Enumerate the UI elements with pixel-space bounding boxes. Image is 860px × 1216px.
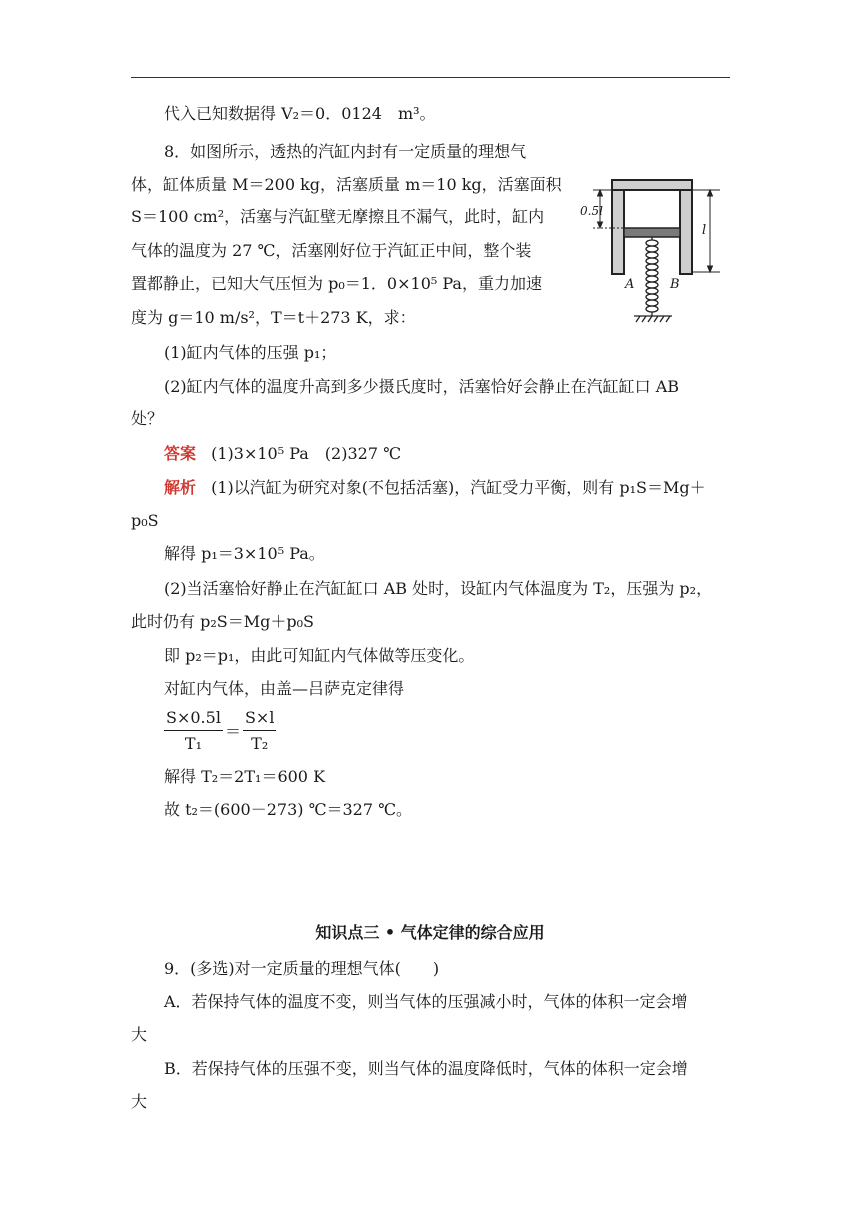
problem-8-line: 气体的温度为 27 ℃，活塞刚好位于汽缸正中间，整个装 xyxy=(131,241,532,260)
spring xyxy=(646,237,658,316)
equals-sign: ＝ xyxy=(224,721,241,741)
analysis-text: (1)以汽缸为研究对象(不包括活塞)，汽缸受力平衡，则有 p₁S＝Mg＋ xyxy=(211,478,706,497)
problem-8-line: 8．如图所示，透热的汽缸内封有一定质量的理想气 xyxy=(164,142,527,161)
previous-result: 代入已知数据得 V₂＝0．0124 m³。 xyxy=(164,104,436,123)
cylinder-top xyxy=(612,180,692,190)
fraction-right xyxy=(243,708,276,755)
piston xyxy=(624,228,680,237)
analysis-line: 即 p₂＝p₁，由此可知缸内气体做等压变化。 xyxy=(164,646,475,665)
problem-8-line: S＝100 cm²，活塞与汽缸壁无摩擦且不漏气，此时，缸内 xyxy=(131,207,545,226)
fraction-numerator: S×0.5l xyxy=(164,708,223,731)
answer-tag: 答案 xyxy=(164,444,197,463)
fraction-numerator: S×l xyxy=(243,708,276,731)
cylinder-figure xyxy=(578,172,730,328)
header-rule xyxy=(131,77,730,78)
problem-9-stem: 9．(多选)对一定质量的理想气体( ) xyxy=(164,959,440,978)
fraction-left xyxy=(164,708,223,755)
cylinder-left-wall xyxy=(612,190,624,274)
problem-8-line: 置都静止，已知大气压恒为 p₀＝1．0×10⁵ Pa，重力加速 xyxy=(131,274,542,293)
question-2: (2)缸内气体的温度升高到多少摄氏度时，活塞恰好会静止在汽缸缸口 AB xyxy=(164,377,680,396)
option-a-continued: 大 xyxy=(131,1025,148,1044)
dimension-full xyxy=(693,190,720,272)
analysis-line: p₀S xyxy=(131,511,159,530)
problem-8-line: 度为 g＝10 m/s²，T＝t＋273 K，求： xyxy=(131,308,416,327)
analysis-line: 此时仍有 p₂S＝Mg＋p₀S xyxy=(131,612,314,631)
cylinder-diagram xyxy=(578,172,730,328)
fraction-denominator: T₂ xyxy=(251,734,269,753)
label-b: B xyxy=(670,277,680,292)
question-2-continued: 处？ xyxy=(131,409,164,428)
answer-text: (1)3×10⁵ Pa (2)327 ℃ xyxy=(211,444,401,463)
analysis-line: 对缸内气体，由盖—吕萨克定律得 xyxy=(164,679,405,698)
gay-lussac-equation xyxy=(164,708,276,755)
section-title: 知识点三 • 气体定律的综合应用 xyxy=(315,923,545,942)
analysis-line: 故 t₂＝(600－273) ℃＝327 ℃。 xyxy=(164,800,413,819)
problem-8-line: 体，缸体质量 M＝200 kg，活塞质量 m＝10 kg，活塞面积 xyxy=(131,175,562,194)
label-half-length: 0.5l xyxy=(580,204,603,218)
label-length: l xyxy=(702,223,707,238)
ground xyxy=(634,316,672,322)
analysis-line xyxy=(164,477,706,499)
label-a: A xyxy=(625,277,635,292)
analysis-line: 解得 T₂＝2T₁＝600 K xyxy=(164,767,326,786)
option-b: B．若保持气体的压强不变，则当气体的温度降低时，气体的体积一定会增 xyxy=(164,1059,688,1078)
analysis-tag: 解析 xyxy=(164,478,197,497)
option-b-continued: 大 xyxy=(131,1092,148,1111)
cylinder-right-wall xyxy=(680,190,692,274)
answer-line xyxy=(164,443,401,465)
option-a: A．若保持气体的温度不变，则当气体的压强减小时，气体的体积一定会增 xyxy=(164,992,688,1011)
analysis-line: 解得 p₁＝3×10⁵ Pa。 xyxy=(164,544,325,563)
analysis-line: (2)当活塞恰好静止在汽缸缸口 AB 处时，设缸内气体温度为 T₂，压强为 p₂， xyxy=(164,579,713,598)
fraction-denominator: T₁ xyxy=(184,734,203,753)
question-1: (1)缸内气体的压强 p₁； xyxy=(164,343,337,362)
